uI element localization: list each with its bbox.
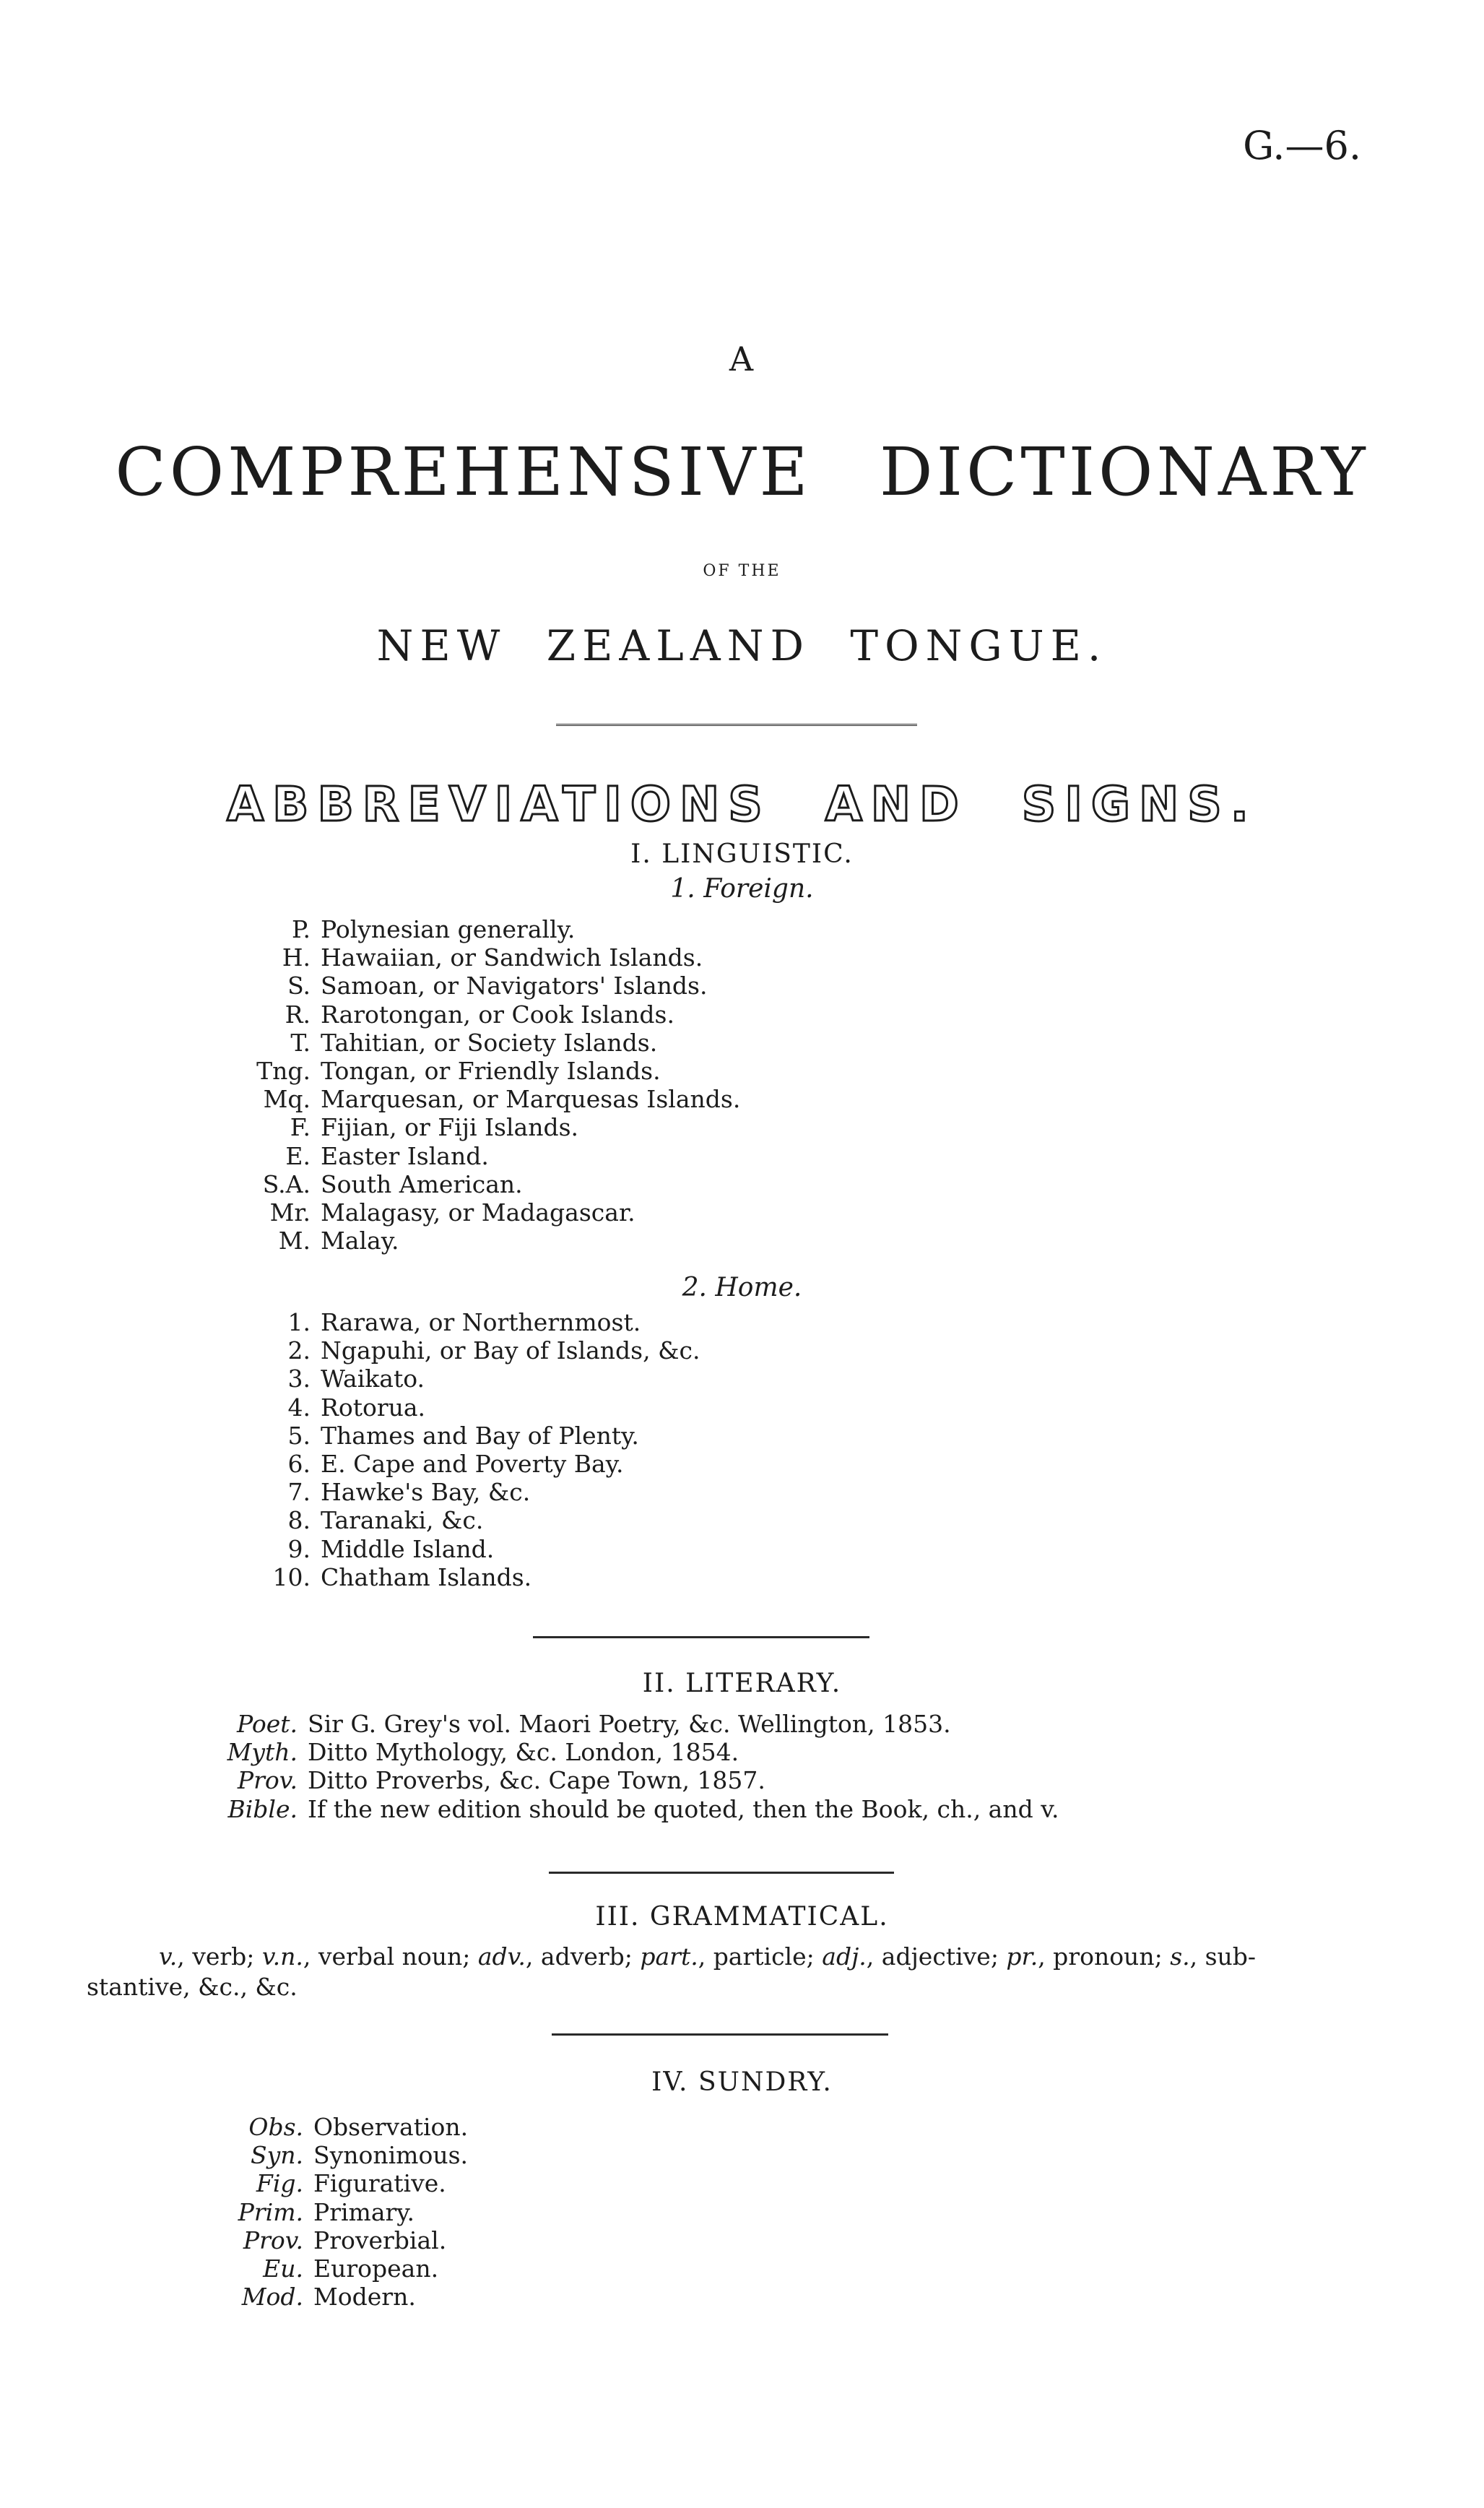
divider-sundry [552,2033,888,2036]
abbreviation-key: Mr. [269,1198,311,1227]
list-item [209,2141,468,2169]
list-item [209,2254,468,2283]
subsection-heading-home: 2. Home. [682,1273,802,1302]
abbreviations-title: ABBREVIATIONS AND SIGNS. [227,777,1257,832]
abbreviation-meaning: Ngapuhi, or Bay of Islands, &c. [321,1336,700,1365]
abbreviation-key: 2. [287,1336,311,1365]
abbreviation-key: Myth. [227,1738,298,1767]
list-item [246,1365,700,1393]
list-item [246,1113,740,1141]
grammatical-abbreviation: s. [1170,1942,1190,1971]
abbreviation-meaning: Chatham Islands. [321,1562,532,1591]
abbreviation-meaning: Hawaiian, or Sandwich Islands. [321,943,703,972]
abbreviation-key: 4. [287,1393,311,1422]
divider-title [556,724,917,729]
abbreviation-meaning: Hawke's Bay, &c. [321,1478,531,1507]
section-heading-literary: II. LITERARY. [642,1669,842,1698]
page-reference: G.—6. [1243,123,1361,168]
abbreviation-meaning: Marquesan, or Marquesas Islands. [321,1085,741,1114]
grammatical-abbreviation: v.n. [261,1942,303,1971]
abbreviation-key: 1. [287,1308,311,1336]
grammatical-continuation: stantive, &c., &c. [87,1973,298,2001]
title-article: A [729,340,755,379]
list-item [209,1710,1059,1738]
abbreviation-meaning: Easter Island. [321,1141,489,1170]
abbreviation-meaning: Synonimous. [313,2141,469,2170]
abbreviation-meaning: Fijian, or Fiji Islands. [321,1113,579,1142]
list-item [209,1795,1059,1823]
abbreviation-meaning: Tahitian, or Society Islands. [321,1028,658,1057]
list-item [246,1198,740,1227]
abbreviation-meaning: Malagasy, or Madagascar. [321,1198,635,1227]
abbreviation-meaning: Figurative. [313,2169,446,2198]
list-item [246,1535,700,1563]
divider-literary [533,1636,869,1638]
abbreviation-key: Eu. [263,2254,303,2283]
abbreviation-key: 9. [287,1534,311,1563]
list-item [246,915,740,943]
list-item [246,1000,740,1029]
abbreviation-meaning: Thames and Bay of Plenty. [321,1421,639,1450]
abbreviation-key: Bible. [227,1794,298,1823]
foreign-list [246,915,740,1255]
list-item [246,1336,700,1365]
abbreviation-key: T. [290,1028,311,1057]
abbreviation-meaning: Waikato. [321,1365,425,1393]
abbreviation-key: Fig. [256,2169,303,2198]
list-item [246,1450,700,1478]
abbreviation-key: S. [287,972,311,1000]
abbreviation-key: H. [282,943,311,972]
abbreviation-meaning: Tongan, or Friendly Islands. [321,1057,661,1086]
abbreviation-key: 5. [287,1421,311,1450]
grammatical-line: v., verb; v.n., verbal noun; adv., adverb; part., particle; adj., adjective; pr., pronoun; s., sub- [159,1942,1257,1971]
abbreviation-key: Poet. [236,1710,298,1738]
grammatical-meaning: particle [713,1942,807,1971]
grammatical-abbreviation: v. [159,1942,178,1971]
abbreviation-key: Syn. [251,2141,303,2170]
list-item [209,2113,468,2141]
grammatical-abbreviations [87,1942,1336,2002]
list-item [246,1085,740,1113]
abbreviation-key: 10. [272,1562,311,1591]
abbreviation-key: 6. [287,1450,311,1479]
abbreviation-key: Obs. [248,2113,303,2141]
list-item [246,1142,740,1170]
abbreviation-meaning: Primary. [313,2197,415,2226]
grammatical-meaning: verb [192,1942,247,1971]
abbreviation-key: P. [291,915,311,943]
abbreviation-key: F. [290,1113,311,1142]
section-heading-grammatical: III. GRAMMATICAL. [595,1902,889,1932]
abbreviation-key: Tng. [256,1057,311,1086]
list-item [246,1506,700,1534]
abbreviation-key: E. [285,1141,311,1170]
title-main: COMPREHENSIVE DICTIONARY [115,433,1369,511]
abbreviation-meaning: Rotorua. [321,1393,426,1422]
list-item [209,1766,1059,1794]
abbreviation-key: R. [285,1000,311,1029]
abbreviation-key: Prov. [243,2226,303,2254]
list-item [209,2198,468,2226]
grammatical-abbreviation: adv. [477,1942,526,1971]
list-item [246,1170,740,1198]
grammatical-abbreviation: pr. [1006,1942,1038,1971]
section-heading-sundry: IV. SUNDRY. [651,2067,833,2097]
abbreviation-key: 3. [287,1365,311,1393]
list-item [246,1393,700,1422]
abbreviation-meaning: South American. [321,1169,523,1198]
abbreviation-key: Prim. [238,2197,303,2226]
abbreviation-key: 7. [287,1478,311,1507]
literary-list [209,1710,1059,1823]
list-item [246,1057,740,1085]
subsection-heading-foreign: 1. Foreign. [670,874,814,904]
abbreviation-meaning: Rarawa, or Northernmost. [321,1308,641,1336]
abbreviation-meaning: Sir G. Grey's vol. Maori Poetry, &c. Wellington, 1853. [308,1710,951,1738]
list-item [209,2169,468,2197]
abbreviation-meaning: European. [313,2254,439,2283]
abbreviation-meaning: Ditto Mythology, &c. London, 1854. [308,1738,739,1767]
abbreviation-meaning: Middle Island. [321,1534,495,1563]
home-list [246,1308,700,1591]
grammatical-abbreviation: part. [640,1942,698,1971]
abbreviation-meaning: Modern. [313,2283,416,2312]
title-of-the: OF THE [703,562,781,580]
sundry-list [209,2113,468,2311]
abbreviation-meaning: Observation. [313,2113,469,2141]
abbreviation-key: M. [278,1227,311,1255]
abbreviation-meaning: Rarotongan, or Cook Islands. [321,1000,674,1029]
list-item [246,1422,700,1450]
abbreviation-meaning: If the new edition should be quoted, then the Book, ch., and v. [308,1794,1059,1823]
grammatical-meaning: verbal noun [318,1942,463,1971]
list-item [209,2283,468,2311]
abbreviation-meaning: Malay. [321,1227,399,1255]
grammatical-meaning: sub- [1205,1942,1257,1971]
abbreviation-key: Mq. [263,1085,311,1114]
abbreviation-meaning: Taranaki, &c. [321,1506,484,1535]
list-item [246,943,740,972]
grammatical-meaning: adverb [540,1942,625,1971]
grammatical-meaning: pronoun [1053,1942,1155,1971]
abbreviation-key: 8. [287,1506,311,1535]
list-item [209,2226,468,2254]
list-item [246,1227,740,1255]
abbreviation-meaning: Polynesian generally. [321,915,576,943]
section-heading-linguistic: I. LINGUISTIC. [630,839,854,869]
list-item [209,1738,1059,1766]
abbreviation-meaning: E. Cape and Poverty Bay. [321,1450,624,1479]
list-item [246,972,740,1000]
list-item [246,1478,700,1506]
list-item [246,1563,700,1591]
abbreviation-key: Prov. [237,1766,298,1795]
abbreviation-meaning: Ditto Proverbs, &c. Cape Town, 1857. [308,1766,765,1795]
list-item [246,1308,700,1336]
list-item [246,1029,740,1057]
divider-grammatical [549,1872,894,1874]
grammatical-abbreviation: adj. [822,1942,867,1971]
abbreviation-key: Mod. [241,2283,303,2312]
abbreviation-key: S.A. [262,1169,311,1198]
title-subject: NEW ZEALAND TONGUE. [376,621,1108,670]
abbreviation-meaning: Proverbial. [313,2226,447,2254]
grammatical-meaning: adjective [881,1942,991,1971]
abbreviation-meaning: Samoan, or Navigators' Islands. [321,972,708,1000]
